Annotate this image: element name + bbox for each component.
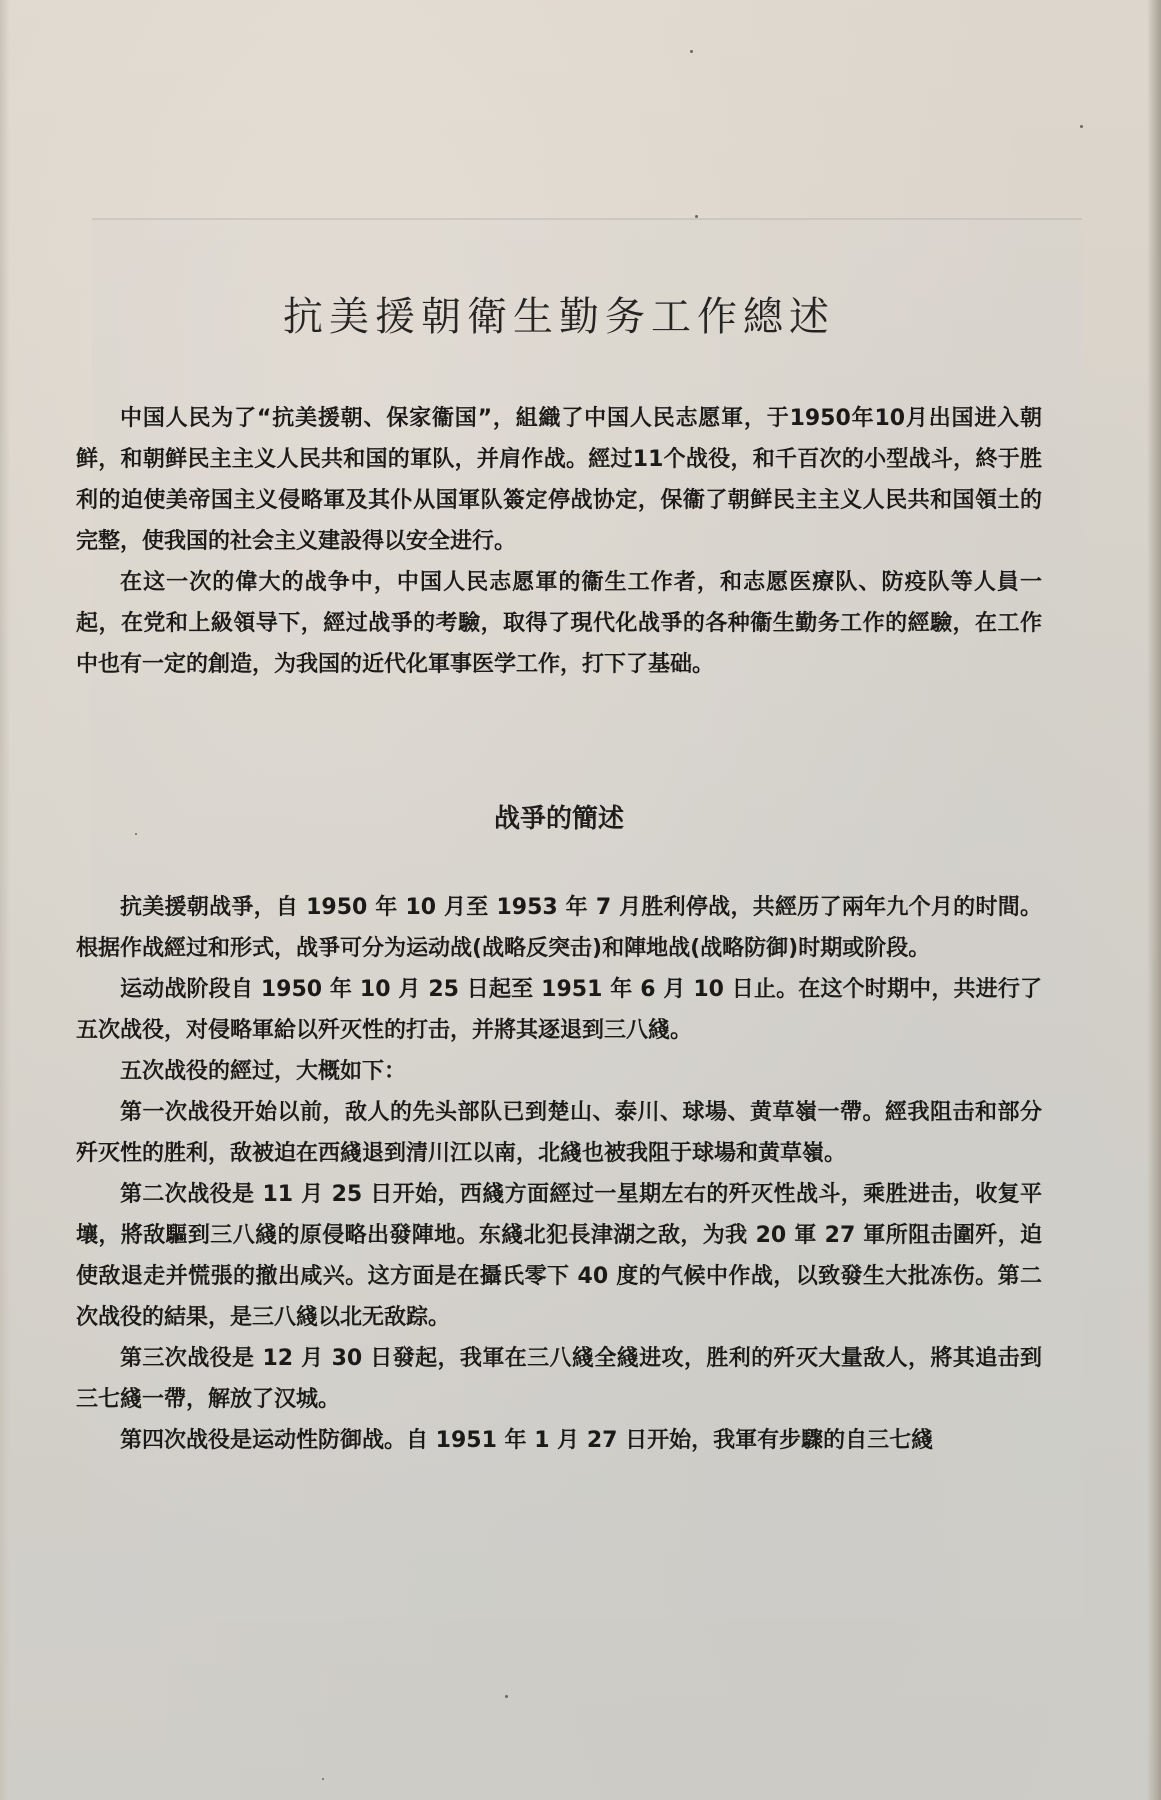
intro-section bbox=[76, 398, 1042, 685]
war-summary-section bbox=[76, 887, 1042, 1461]
paper-speck bbox=[690, 50, 693, 53]
section-paragraph-2: 运动战阶段自 1950 年 10 月 25 日起至 1951 年 6 月 10 日止。在这个时期中，共进行了五次战役，对侵略軍給以歼灭性的打击，并將其逐退到三八綫。 bbox=[76, 977, 1042, 1043]
page-edge-left bbox=[0, 0, 10, 1800]
section-paragraph-3: 五次战役的經过，大概如下： bbox=[120, 1059, 407, 1084]
paper-speck bbox=[322, 1778, 324, 1780]
section-paragraph-5: 第二次战役是 11 月 25 日开始，西綫方面經过一星期左右的歼灭性战斗，乘胜进击，收复平壤，將敌驅到三八綫的原侵略出發陣地。东綫北犯長津湖之敌，为我 20 軍 27 軍所阻击圍歼，迫使敌退走并慌張的撤出咸兴。这方面是在攝氏零下 40 度的气候中作战，以致發生大批冻伤。第二次战役的結果，是三八綫以北无敌踪。 bbox=[76, 1182, 1042, 1330]
paper-speck bbox=[1080, 125, 1083, 128]
paper-speck bbox=[505, 1695, 508, 1698]
section-paragraph-1: 抗美援朝战爭，自 1950 年 10 月至 1953 年 7 月胜利停战，共經历了兩年九个月的时間。根据作战經过和形式，战爭可分为运动战(战略反突击)和陣地战(战略防御)时期或阶段。 bbox=[76, 895, 1042, 961]
intro-paragraph-1: 中国人民为了“抗美援朝、保家衞国”，組織了中国人民志愿軍，于1950年10月出国进入朝鲜，和朝鲜民主主义人民共和国的軍队，并肩作战。經过11个战役，和千百次的小型战斗，終于胜利的迫使美帝国主义侵略軍及其仆从国軍队簽定停战协定，保衞了朝鲜民主主义人民共和国領土的完整，使我国的社会主义建設得以安全进行。 bbox=[76, 406, 1042, 554]
page-edge-right bbox=[1147, 0, 1161, 1800]
section-paragraph-4: 第一次战役开始以前，敌人的先头部队已到楚山、泰川、球場、黄草嶺一帶。經我阻击和部分歼灭性的胜利，敌被迫在西綫退到清川江以南，北綫也被我阻于球場和黄草嶺。 bbox=[76, 1100, 1042, 1166]
section-heading: 战爭的簡述 bbox=[493, 804, 624, 834]
intro-paragraph-2: 在这一次的偉大的战争中，中国人民志愿軍的衞生工作者，和志愿医療队、防疫队等人員一起，在党和上級領导下，經过战爭的考驗，取得了現代化战爭的各种衞生勤务工作的經驗，在工作中也有一定的創造，为我国的近代化軍事医学工作，打下了基础。 bbox=[76, 570, 1042, 677]
document-title: 抗美援朝衛生勤务工作總述 bbox=[283, 294, 835, 340]
paper-speck bbox=[695, 215, 698, 218]
section-paragraph-6: 第三次战役是 12 月 30 日發起，我軍在三八綫全綫进攻，胜利的歼灭大量敌人，將其追击到三七綫一帶，解放了汉城。 bbox=[76, 1346, 1042, 1412]
section-paragraph-7: 第四次战役是运动性防御战。自 1951 年 1 月 27 日开始，我軍有步驟的自三七綫 bbox=[120, 1428, 934, 1453]
